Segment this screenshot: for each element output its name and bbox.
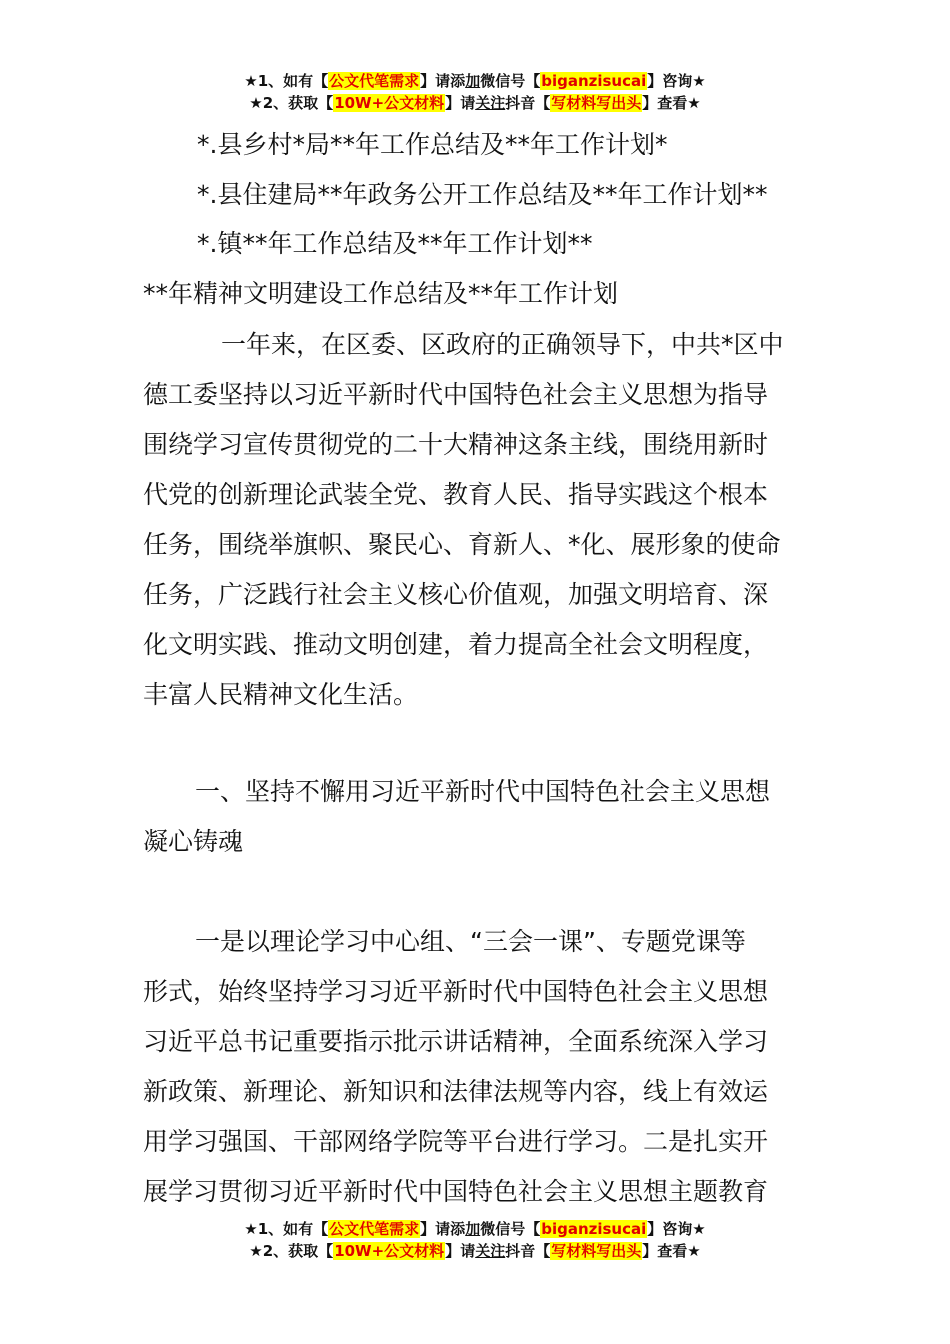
footer-banner bbox=[0, 1218, 950, 1262]
heading-line: 一、坚持不懈用习近平新时代中国特色社会主义思想 bbox=[195, 777, 771, 806]
toc-item: *.县乡村*局**年工作总结及**年工作计划* bbox=[197, 130, 668, 159]
banner-text: 】请添 bbox=[420, 1220, 466, 1238]
banner-text: 】请 bbox=[445, 94, 476, 112]
paragraph-line: 任务，广泛践行社会主义核心价值观，加强文明培育、深 bbox=[143, 580, 769, 609]
banner-text: ★1、如有【 bbox=[244, 1220, 329, 1238]
intro-paragraph bbox=[143, 320, 811, 720]
highlight-materials: 10W+公文材料 bbox=[334, 1242, 445, 1260]
paragraph-line: 丰富人民精神文化生活。 bbox=[143, 680, 419, 709]
section-body bbox=[143, 917, 811, 1217]
banner-line-2 bbox=[0, 92, 950, 114]
banner-text: 微信号【 bbox=[480, 1220, 541, 1238]
banner-text: 】咨询★ bbox=[647, 72, 706, 90]
banner-text: 抖音【 bbox=[505, 94, 551, 112]
paragraph-line: 任务，围绕举旗帜、聚民心、育新人、*化、展形象的使命 bbox=[143, 530, 781, 559]
paragraph-line: 德工委坚持以习近平新时代中国特色社会主义思想为指导 bbox=[143, 380, 769, 409]
paragraph-line: 用学习强国、干部网络学院等平台进行学习。二是扎实开 bbox=[143, 1127, 769, 1156]
toc-item: *.镇**年工作总结及**年工作计划** bbox=[197, 229, 593, 258]
paragraph-line: 一是以理论学习中心组、“三会一课”、专题党课等 bbox=[195, 927, 746, 956]
highlight-douyin: 写材料写出头 bbox=[551, 1242, 642, 1260]
banner-text: 关注 bbox=[475, 94, 506, 112]
paragraph-line: 习近平总书记重要指示批示讲话精神，全面系统深入学习 bbox=[143, 1027, 769, 1056]
banner-line-2 bbox=[0, 1240, 950, 1262]
banner-text: 加 bbox=[465, 1220, 481, 1238]
banner-text: 】咨询★ bbox=[647, 1220, 706, 1238]
paragraph-line: 围绕学习宣传贯彻党的二十大精神这条主线，围绕用新时 bbox=[143, 430, 769, 459]
highlight-service: 公文代笔需求 bbox=[329, 72, 420, 90]
banner-text: 关注 bbox=[475, 1242, 506, 1260]
banner-text: 加 bbox=[465, 72, 481, 90]
paragraph-line: 形式，始终坚持学习习近平新时代中国特色社会主义思想 bbox=[143, 977, 769, 1006]
highlight-service: 公文代笔需求 bbox=[329, 1220, 420, 1238]
banner-text: ★2、获取【 bbox=[249, 94, 334, 112]
highlight-wechat-id: biganzisucai bbox=[541, 1220, 647, 1238]
section-heading bbox=[143, 767, 811, 867]
banner-text: 微信号【 bbox=[480, 72, 541, 90]
banner-line-1 bbox=[0, 1218, 950, 1240]
paragraph-line: 化文明实践、推动文明创建，着力提高全社会文明程度， bbox=[143, 630, 769, 659]
banner-text: 】请添 bbox=[420, 72, 466, 90]
highlight-wechat-id: biganzisucai bbox=[541, 72, 647, 90]
toc-item: *.县住建局**年政务公开工作总结及**年工作计划** bbox=[197, 180, 768, 209]
banner-text: ★2、获取【 bbox=[249, 1242, 334, 1260]
toc-item: **年精神文明建设工作总结及**年工作计划 bbox=[143, 279, 619, 308]
heading-line: 凝心铸魂 bbox=[143, 827, 244, 856]
highlight-materials: 10W+公文材料 bbox=[334, 94, 445, 112]
banner-text: 抖音【 bbox=[505, 1242, 551, 1260]
paragraph-line: 代党的创新理论武装全党、教育人民、指导实践这个根本 bbox=[143, 480, 769, 509]
header-banner bbox=[0, 70, 950, 114]
highlight-douyin: 写材料写出头 bbox=[551, 94, 642, 112]
paragraph-line: 展学习贯彻习近平新时代中国特色社会主义思想主题教育 bbox=[143, 1177, 769, 1206]
paragraph-line: 新政策、新理论、新知识和法律法规等内容，线上有效运 bbox=[143, 1077, 769, 1106]
banner-text: 】请 bbox=[445, 1242, 476, 1260]
paragraph-line: 一年来，在区委、区政府的正确领导下，中共*区中 bbox=[221, 330, 784, 359]
banner-line-1 bbox=[0, 70, 950, 92]
banner-text: 】查看★ bbox=[642, 1242, 701, 1260]
banner-text: ★1、如有【 bbox=[244, 72, 329, 90]
banner-text: 】查看★ bbox=[642, 94, 701, 112]
